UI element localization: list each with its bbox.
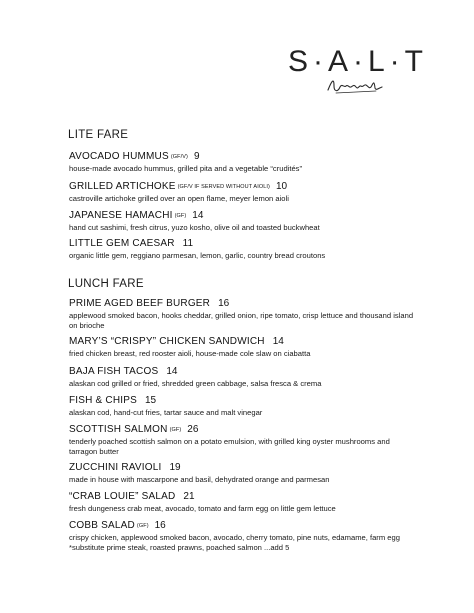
item-dietary-tag: (GF) (174, 213, 187, 219)
item-dietary-tag: (GF) (169, 427, 182, 433)
item-description: castroville artichoke grilled over an open flame, meyer lemon aioli (69, 194, 289, 203)
item-description: fried chicken breast, red rooster aioli, house-made cole slaw on ciabatta (69, 349, 311, 358)
item-description: crispy chicken, applewood smoked bacon, avocado, cherry tomato, pine nuts, edamame, farm egg *substitute prime steak, roasted prawns, poached salmon ...add 5 (69, 533, 400, 552)
item-name: GRILLED ARTICHOKE (69, 181, 176, 192)
menu-item (69, 366, 419, 389)
item-name: LITTLE GEM CAESAR (69, 238, 175, 249)
section-title-lunch-fare: LUNCH FARE (68, 278, 144, 290)
menu-item (69, 491, 419, 514)
item-description: tenderly poached scottish salmon on a potato emulsion, with grilled king oyster mushrooms and tarragon butter (69, 437, 390, 456)
item-price: 15 (144, 395, 157, 406)
item-description: house-made avocado hummus, grilled pita and a vegetable “crudités” (69, 164, 303, 173)
item-price: 19 (169, 462, 181, 473)
item-dietary-tag: (GF/V IF SERVED WITHOUT AIOLI) (177, 184, 270, 190)
item-price: 11 (182, 238, 194, 249)
menu-item (69, 151, 419, 174)
logo-wordmark: S·A·L·T (288, 45, 428, 78)
item-description: hand cut sashimi, fresh citrus, yuzo kosho, olive oil and toasted buckwheat (69, 223, 320, 232)
item-price: 9 (193, 151, 200, 162)
item-name: MARY’S “CRISPY” CHICKEN SANDWICH (69, 336, 265, 347)
item-name: “CRAB LOUIE” SALAD (69, 491, 176, 502)
item-price: 16 (218, 298, 230, 309)
item-name: SCOTTISH SALMON (69, 424, 168, 435)
item-description: made in house with mascarpone and basil, dehydrated orange and parmesan (69, 475, 330, 484)
item-description: alaskan cod, hand-cut fries, tartar sauce and malt vinegar (69, 408, 263, 417)
item-dietary-tag: (GF/V) (170, 154, 188, 160)
menu-item (69, 424, 419, 456)
menu-item (69, 298, 419, 330)
item-price: 14 (166, 366, 178, 377)
item-name: BAJA FISH TACOS (69, 366, 159, 377)
item-description: fresh dungeness crab meat, avocado, tomato and farm egg on little gem lettuce (69, 504, 336, 513)
menu-item (69, 210, 419, 233)
item-price: 16 (154, 520, 166, 531)
item-name: FISH & CHIPS (69, 395, 137, 406)
item-dietary-tag: (GF) (136, 523, 149, 529)
item-price: 14 (272, 336, 284, 347)
item-name: PRIME AGED BEEF BURGER (69, 298, 211, 309)
menu-item (69, 238, 419, 261)
menu-item (69, 395, 419, 418)
item-price: 21 (183, 491, 195, 502)
item-name: ZUCCHINI RAVIOLI (69, 462, 162, 473)
salt-brunch-logo (288, 46, 438, 98)
item-description: applewood smoked bacon, hooks cheddar, grilled onion, ripe tomato, crisp lettuce and thousand island on brioche (69, 311, 414, 330)
item-name: AVOCADO HUMMUS (69, 151, 169, 162)
item-price: 26 (187, 424, 199, 435)
item-description: alaskan cod grilled or fried, shredded green cabbage, salsa fresca & crema (69, 379, 322, 388)
item-name: COBB SALAD (69, 520, 135, 531)
brunch-script-icon (326, 76, 386, 96)
section-title-lite-fare: LITE FARE (68, 129, 129, 141)
item-price: 10 (275, 181, 288, 192)
menu-item (69, 181, 419, 204)
item-description: organic little gem, reggiano parmesan, lemon, garlic, country bread croutons (69, 251, 326, 260)
item-price: 14 (192, 210, 204, 221)
menu-item (69, 462, 419, 485)
menu-item (69, 520, 419, 552)
menu-item (69, 336, 419, 359)
item-name: JAPANESE HAMACHI (69, 210, 173, 221)
